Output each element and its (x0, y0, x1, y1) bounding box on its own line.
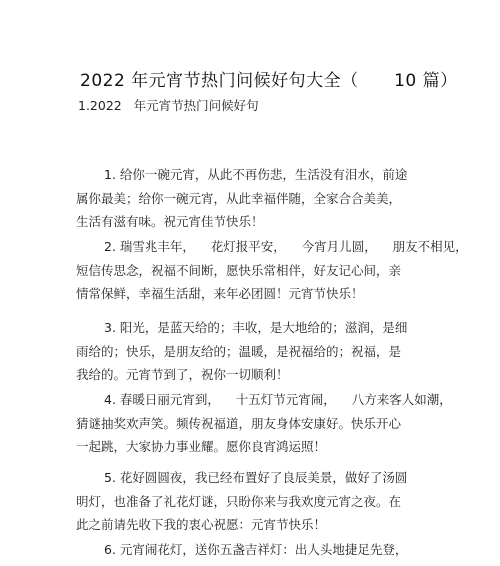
document-subtitle: 1.2022 年元宵节热门问候好句 (78, 98, 259, 113)
paragraph-line: 属你最美；给你一碗元宵，从此幸福伴随，全家合合美美， (76, 190, 402, 206)
paragraph-line: 短信传思念，祝福不间断，愿快乐常相伴，好友记心间，亲 (76, 262, 402, 278)
paragraph-line: 我给的。元宵节到了，祝你一切顺利！ (76, 367, 289, 382)
paragraph-line: 6. 元宵闹花灯，送你五盏吉祥灯：出人头地捷足先登， (104, 542, 408, 557)
paragraph-6 (76, 538, 416, 562)
paragraph-2 (76, 235, 468, 306)
document-title: 2022 年元宵节热门问候好句大全（ 10 篇） (80, 71, 458, 91)
paragraph-line: 一起跳，大家协力事业耀。愿你良宵鸿运照！ (76, 439, 327, 454)
paragraph-line: 4. 春暖日丽元宵到， 十五灯节元宵闹， 八方来客人如潮， (104, 392, 452, 407)
paragraph-line: 2. 瑞雪兆丰年， 花灯报平安， 今宵月儿圆， 朋友不相见， (104, 239, 468, 254)
paragraph-line: 猜谜抽奖欢声笑。频传祝福道，朋友身体安康好。快乐开心 (76, 415, 402, 431)
paragraph-line: 1. 给你一碗元宵，从此不再伤悲，生活没有泪水，前途 (104, 167, 408, 182)
paragraph-1 (76, 163, 416, 234)
paragraph-5 (76, 466, 416, 537)
paragraph-line: 情常保鲜，幸福生活甜，来年必团圆！元宵节快乐！ (76, 286, 364, 301)
paragraph-4 (76, 388, 452, 459)
paragraph-line: 明灯，也准备了礼花灯谜，只盼你来与我欢度元宵之夜。在 (76, 493, 402, 509)
paragraph-line: 雨给的；快乐，是朋友给的；温暖，是祝福给的；祝福，是 (76, 343, 402, 359)
paragraph-line: 5. 花好圆圆夜，我已经布置好了良辰美景，做好了汤圆 (104, 470, 408, 485)
paragraph-line: 此之前请先收下我的衷心祝愿：元宵节快乐！ (76, 517, 327, 532)
paragraph-line: 生活有滋有味。祝元宵佳节快乐！ (76, 214, 264, 229)
paragraph-line: 3. 阳光，是蓝天给的；丰收，是大地给的；滋润，是细 (104, 320, 408, 335)
paragraph-3 (76, 316, 416, 387)
